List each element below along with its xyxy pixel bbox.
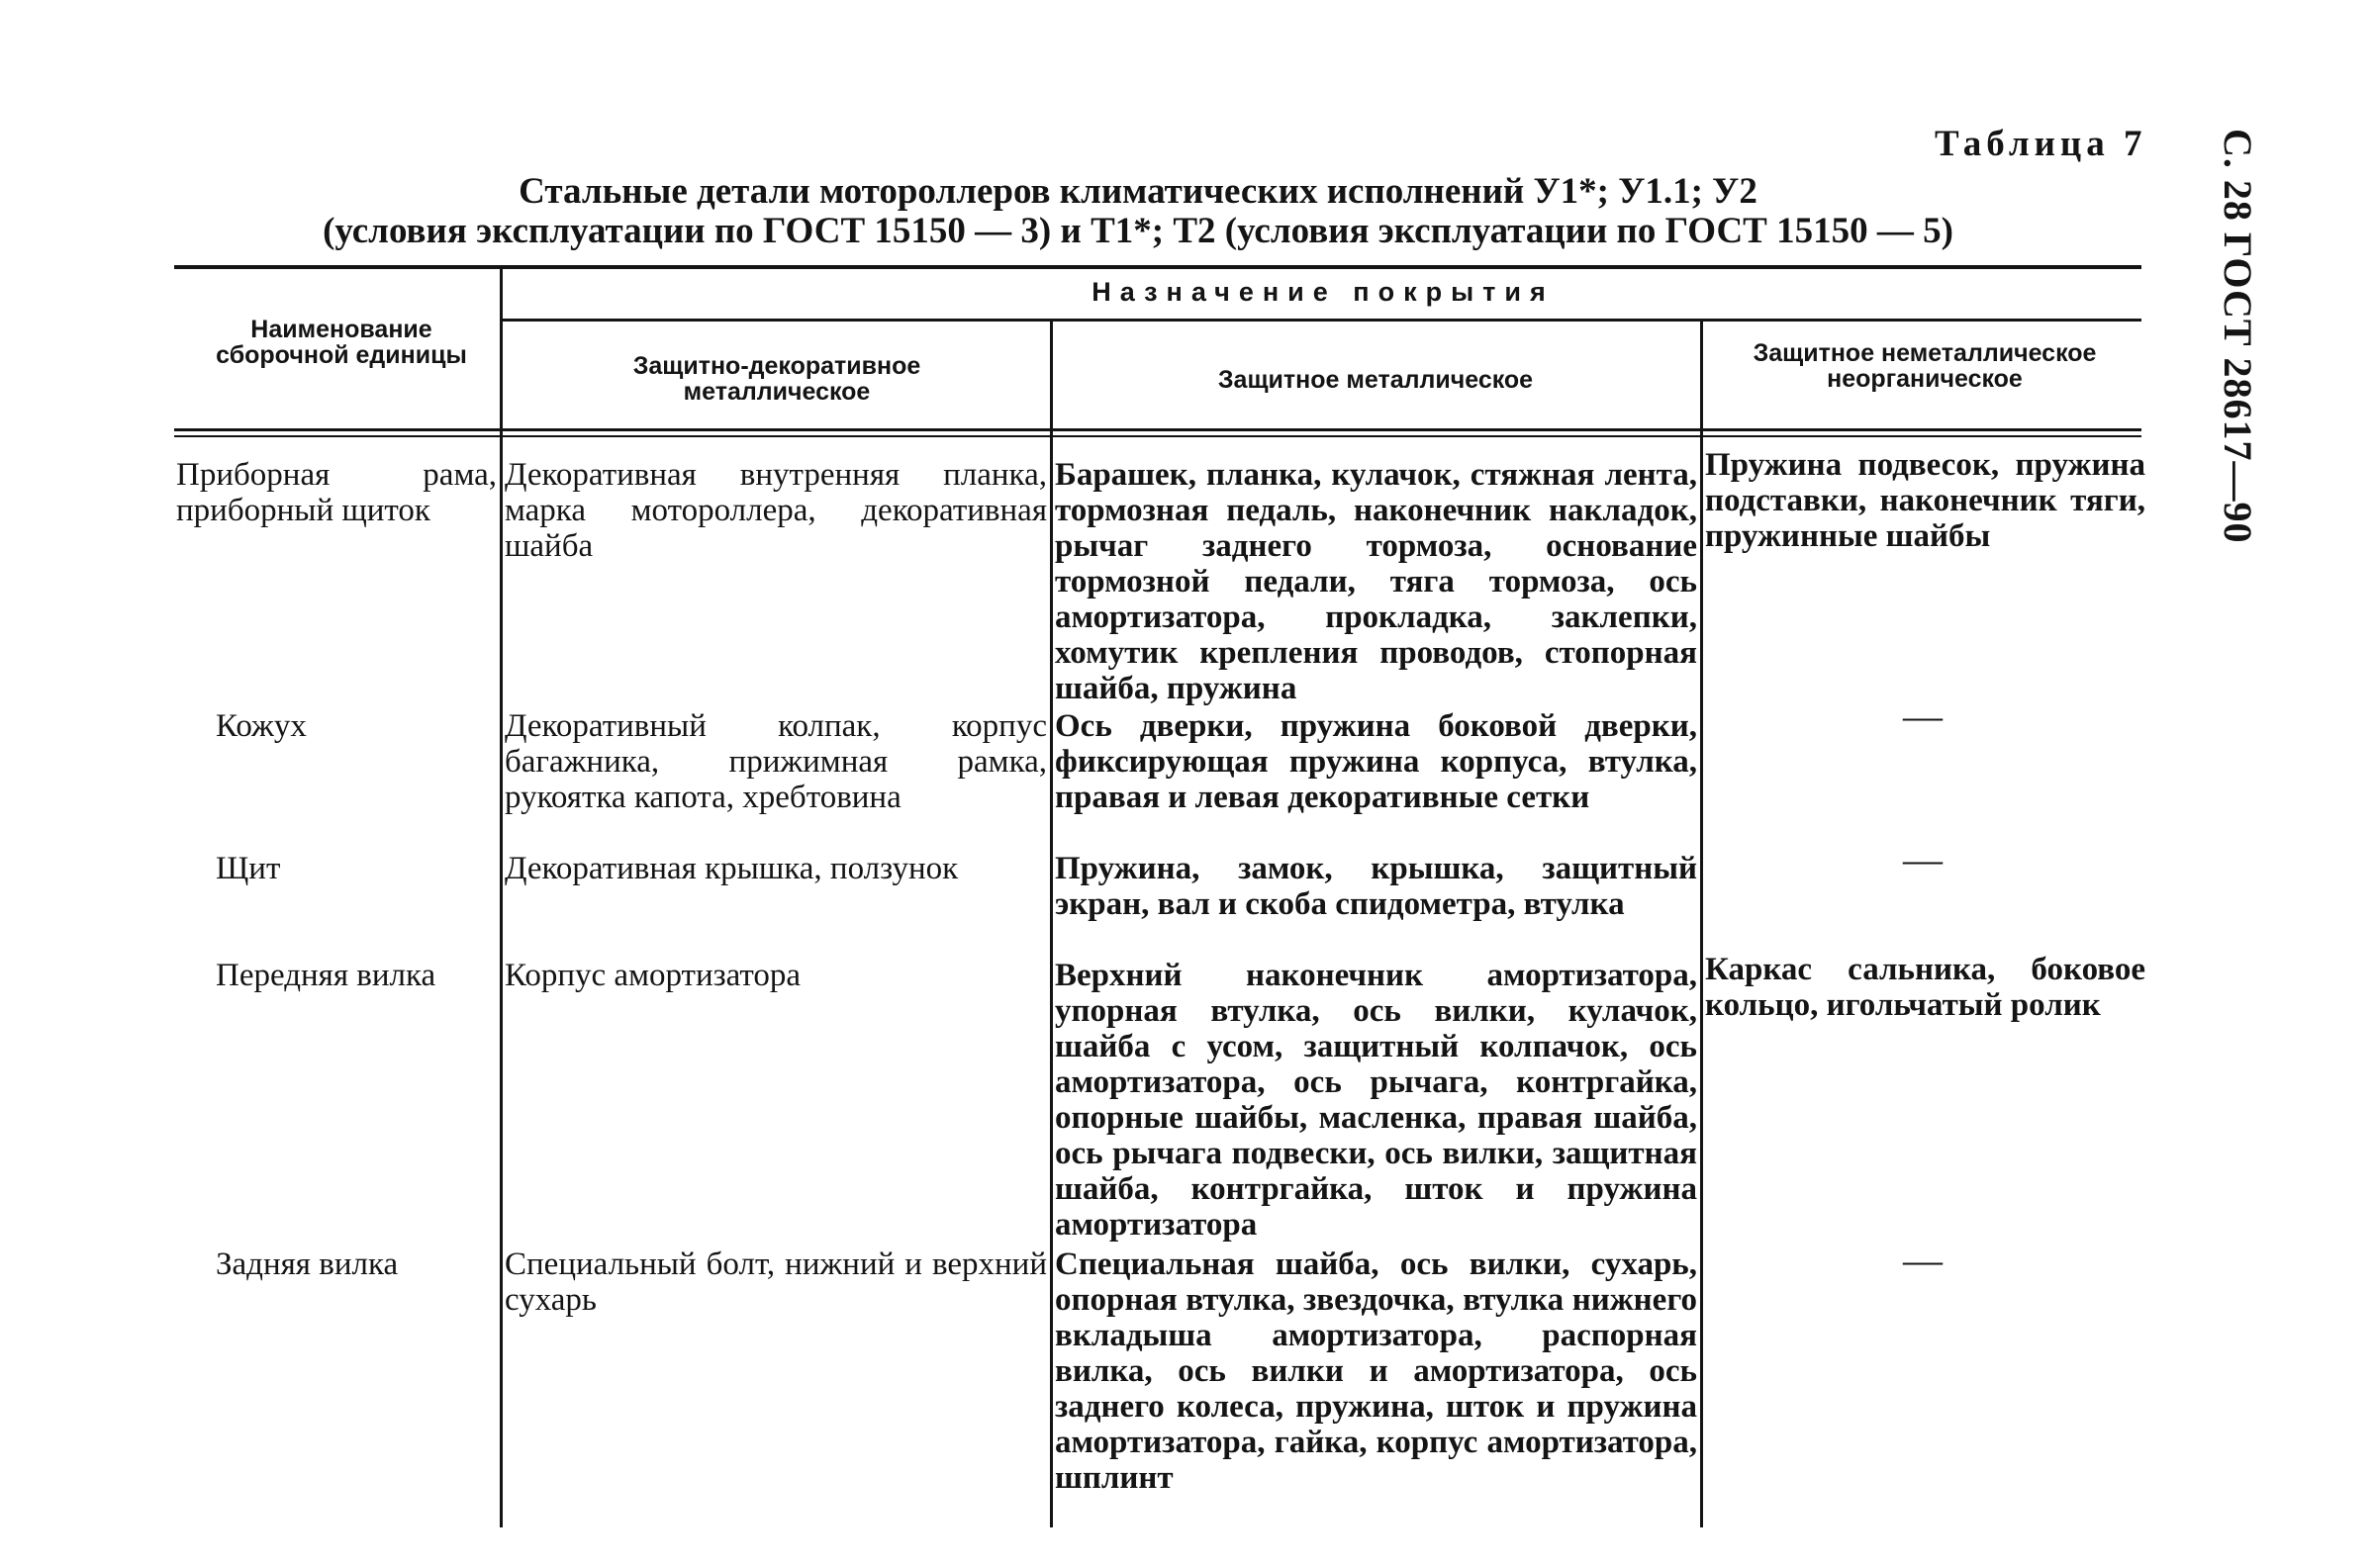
group-header: Назначение покрытия [1092, 277, 1555, 307]
row-decorative: Корпус амортизатора [505, 958, 802, 993]
row-nonmetallic: — [1903, 837, 1943, 881]
row-name: Передняя вилка [216, 958, 436, 993]
column-header-nonmetallic: Защитное неметаллическое неорганическое [1753, 339, 2097, 393]
row-name: Кожух [216, 708, 307, 744]
table-title-line-2: (условия эксплуатации по ГОСТ 15150 — 3) и Т1*; Т2 (условия эксплуатации по ГОСТ 15150 — 5) [323, 211, 1953, 251]
column-header-name: Наименование сборочной единицы [216, 316, 467, 369]
row-metallic: Ось дверки, пружина боковой дверки, фиксирующая пружина корпуса, втулка, правая и левая декоративные сетки [1055, 708, 1697, 815]
row-nonmetallic: — [1903, 693, 1943, 738]
row-nonmetallic: Каркас сальника, боковое кольцо, игольчатый ролик [1705, 952, 2145, 1023]
row-decorative: Специальный болт, нижний и верхний сухарь [505, 1246, 1047, 1318]
row-metallic: Верхний наконечник амортизатора, упорная втулка, ось вилки, кулачок, шайба с усом, защитный колпачок, ось амортизатора, ось рычага, контргайка, опорные шайбы, масленка, правая шайба, ось рычага подвески, ось вилки, защитная шайба, контргайка, шток и пружина амортизатора [1055, 958, 1697, 1243]
row-nonmetallic: Пружина подвесок, пружина подставки, наконечник тяги, пружинные шайбы [1705, 447, 2145, 554]
row-name: Приборная рама, приборный щиток [176, 457, 497, 528]
column-divider-1 [500, 269, 503, 1527]
row-name: Задняя вилка [216, 1246, 399, 1282]
table-title-line-1: Стальные детали мотороллеров климатических исполнений У1*; У1.1; У2 [519, 171, 1757, 212]
page-reference: С. 28 ГОСТ 28617—90 [2216, 129, 2260, 544]
column-divider-2 [1050, 322, 1053, 1527]
table-label: Таблица 7 [1935, 124, 2147, 164]
column-header-decorative: Защитно-декоративное металлическое [632, 352, 921, 406]
row-decorative: Декоративная внутренняя планка, марка мотороллера, декоративная шайба [505, 457, 1047, 564]
row-metallic: Специальная шайба, ось вилки, сухарь, опорная втулка, звездочка, втулка нижнего вкладыша амортизатора, распорная вилка, ось вилки и амортизатора, ось заднего колеса, пружина, шток и пружина амортизатора, гайка, корпус амортизатора, шплинт [1055, 1246, 1697, 1496]
header-bottom-rule [174, 428, 2141, 431]
header-bottom-rule-2 [174, 435, 2141, 437]
row-nonmetallic: — [1903, 1238, 1943, 1282]
group-header-rule [502, 319, 2141, 322]
row-metallic: Пружина, замок, крышка, защитный экран, вал и скоба спидометра, втулка [1055, 851, 1697, 922]
column-divider-3 [1700, 322, 1703, 1527]
row-decorative: Декоративная крышка, ползунок [505, 851, 959, 886]
row-decorative: Декоративный колпак, корпус багажника, прижимная рамка, рукоятка капота, хребтовина [505, 708, 1047, 815]
row-metallic: Барашек, планка, кулачок, стяжная лента, тормозная педаль, наконечник накладок, рычаг заднего тормоза, основание тормозной педали, тяга тормоза, ось амортизатора, прокладка, заклепки, хомутик крепления проводов, стопорная шайба, пружина [1055, 457, 1697, 706]
column-header-metallic: Защитное металлическое [1217, 366, 1534, 394]
table-top-rule [174, 265, 2141, 269]
row-name: Щит [216, 851, 281, 886]
